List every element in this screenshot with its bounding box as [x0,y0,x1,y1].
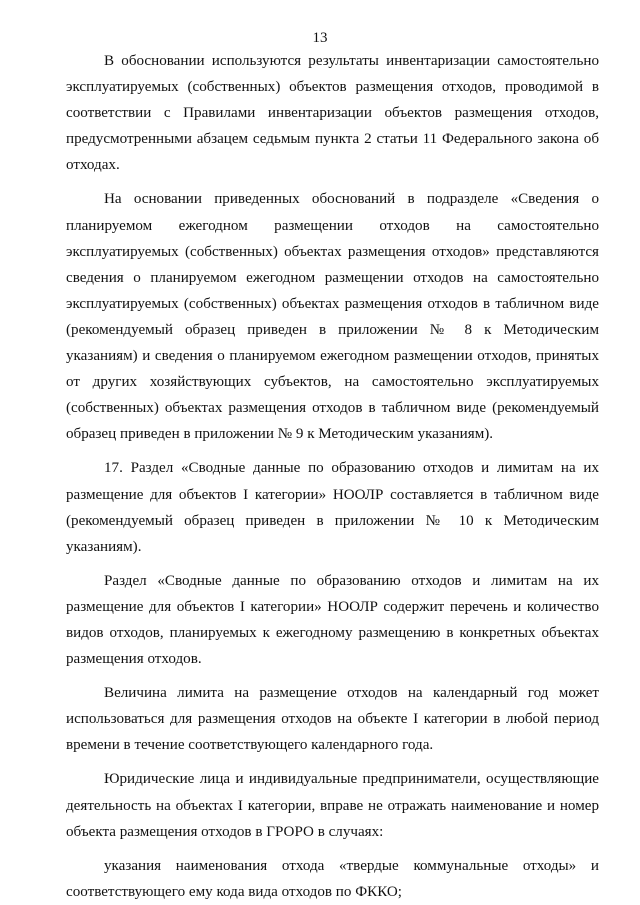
paragraph-section-17: 17. Раздел «Сводные данные по образованию отходов и лимитам на их размещение для объектов I категории» НООЛР составляется в табличном виде (рекомендуемый образец приведен в приложении № 10 к Методическим указаниям). [66,460,599,555]
paragraph-limit-usage: Величина лимита на размещение отходов на календарный год может использоваться для размещения отходов на объекте I категории в любой период времени в течение соответствующего календарного года. [66,685,599,754]
page-number: 13 [312,30,328,46]
paragraph-planned-placement-info: На основании приведенных обоснований в подразделе «Сведения о планируемом ежегодном размещении отходов на самостоятельно эксплуатируемых (собственных) объектах размещения отходов» представляются сведения о планируемом ежегодном размещении отходов на самостоятельно эксплуатируемых (собственных) объектах размещения отходов в табличном виде (рекомендуемый образец приведен в приложении № 8 к Методическим указаниям) и сведения о планируемом ежегодном размещении отходов, принятых от других хозяйствующих субъектов, на самостоятельно эксплуатируемых (собственных) объектах размещения отходов в табличном виде (рекомендуемый образец приведен в приложении № 9 к Методическим указаниям). [66,191,599,443]
paragraph-justification-source: В обосновании используются результаты инвентаризации самостоятельно эксплуатируемых (собственных) объектов размещения отходов, проводимой в соответствии с Правилами инвентаризации объектов размещения отходов, предусмотренными абзацем седьмым пункта 2 статьи 11 Федерального закона об отходах. [66,53,599,174]
paragraph-legal-entities: Юридические лица и индивидуальные предприниматели, осуществляющие деятельность на объектах I категории, вправе не отражать наименование и номер объекта размещения отходов в ГРОРО в случаях: [66,771,599,840]
paragraph-msw-case: указания наименования отхода «твердые коммунальные отходы» и соответствующего ему кода вида отходов по ФККО; [66,857,599,900]
document-body [66,48,599,905]
paragraph-section-contents: Раздел «Сводные данные по образованию отходов и лимитам на их размещение для объектов I категории» НООЛР содержит перечень и количество видов отходов, планируемых к ежегодному размещению в конкретных объектах размещения отходов. [66,572,599,668]
